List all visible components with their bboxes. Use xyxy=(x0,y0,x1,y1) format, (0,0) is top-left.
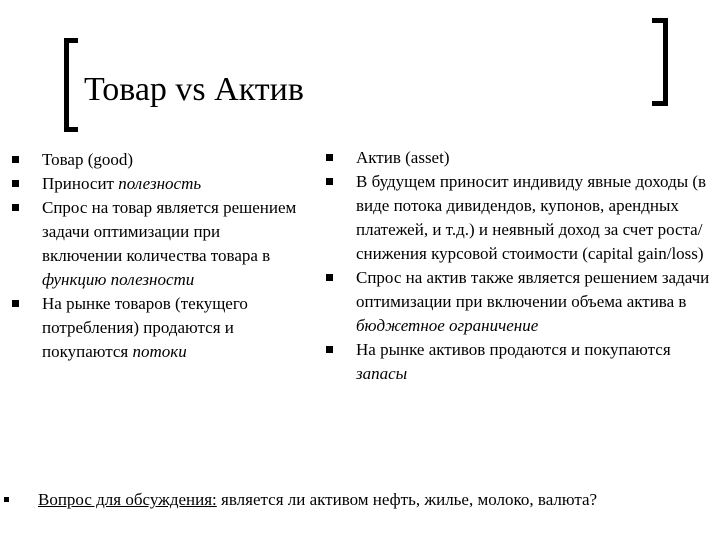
right-item-income xyxy=(326,170,710,266)
item-text: В будущем приносит индивиду явные доходы (в виде потока дивидендов, купонов, арендных платежей, и т.д.) и неявный доход за счет роста/снижения курсовой стоимости (capital gain/loss) xyxy=(356,172,707,263)
square-bullet-icon xyxy=(12,156,19,163)
item-text: Спрос на актив также является решением задачи оптимизации при включении объема актива в xyxy=(356,268,710,311)
right-item-asset-header xyxy=(326,146,710,170)
right-column-assets xyxy=(326,146,710,386)
discussion-question xyxy=(0,486,720,514)
discussion-text xyxy=(38,486,597,514)
right-item-market-stocks xyxy=(326,338,710,386)
slide-title: Товар vs Актив xyxy=(84,71,304,108)
discussion-question-text: является ли активом нефть, жилье, молоко, валюта? xyxy=(216,490,598,509)
left-item-utility xyxy=(12,172,302,196)
left-column-goods xyxy=(12,148,302,364)
square-bullet-icon xyxy=(326,154,333,161)
square-bullet-icon xyxy=(12,300,19,307)
item-text: Актив (asset) xyxy=(356,148,450,167)
item-text-italic: функцию полезности xyxy=(42,270,195,289)
item-text: На рынке активов продаются и покупаются xyxy=(356,340,671,359)
title-bracket-right xyxy=(652,18,668,106)
small-square-bullet-icon xyxy=(4,497,9,502)
left-item-good-header xyxy=(12,148,302,172)
item-text-italic: бюджетное ограничение xyxy=(356,316,539,335)
right-item-demand xyxy=(326,266,710,338)
square-bullet-icon xyxy=(12,204,19,211)
item-text: Спрос на товар является решением задачи оптимизации при включении количества товара в xyxy=(42,198,297,265)
square-bullet-icon xyxy=(326,274,333,281)
square-bullet-icon xyxy=(326,178,333,185)
square-bullet-icon xyxy=(326,346,333,353)
item-text-italic: полезность xyxy=(118,174,202,193)
item-text: На рынке товаров (текущего потребления) продаются и покупаются xyxy=(42,294,248,361)
left-item-demand xyxy=(12,196,302,292)
left-item-market-flows xyxy=(12,292,302,364)
item-text: Приносит xyxy=(42,174,119,193)
item-text-italic: запасы xyxy=(356,364,408,383)
item-text-italic: потоки xyxy=(132,342,187,361)
item-text: Товар (good) xyxy=(42,150,134,169)
square-bullet-icon xyxy=(12,180,19,187)
title-bracket-left xyxy=(64,38,78,132)
discussion-label: Вопрос для обсуждения: xyxy=(38,490,217,509)
